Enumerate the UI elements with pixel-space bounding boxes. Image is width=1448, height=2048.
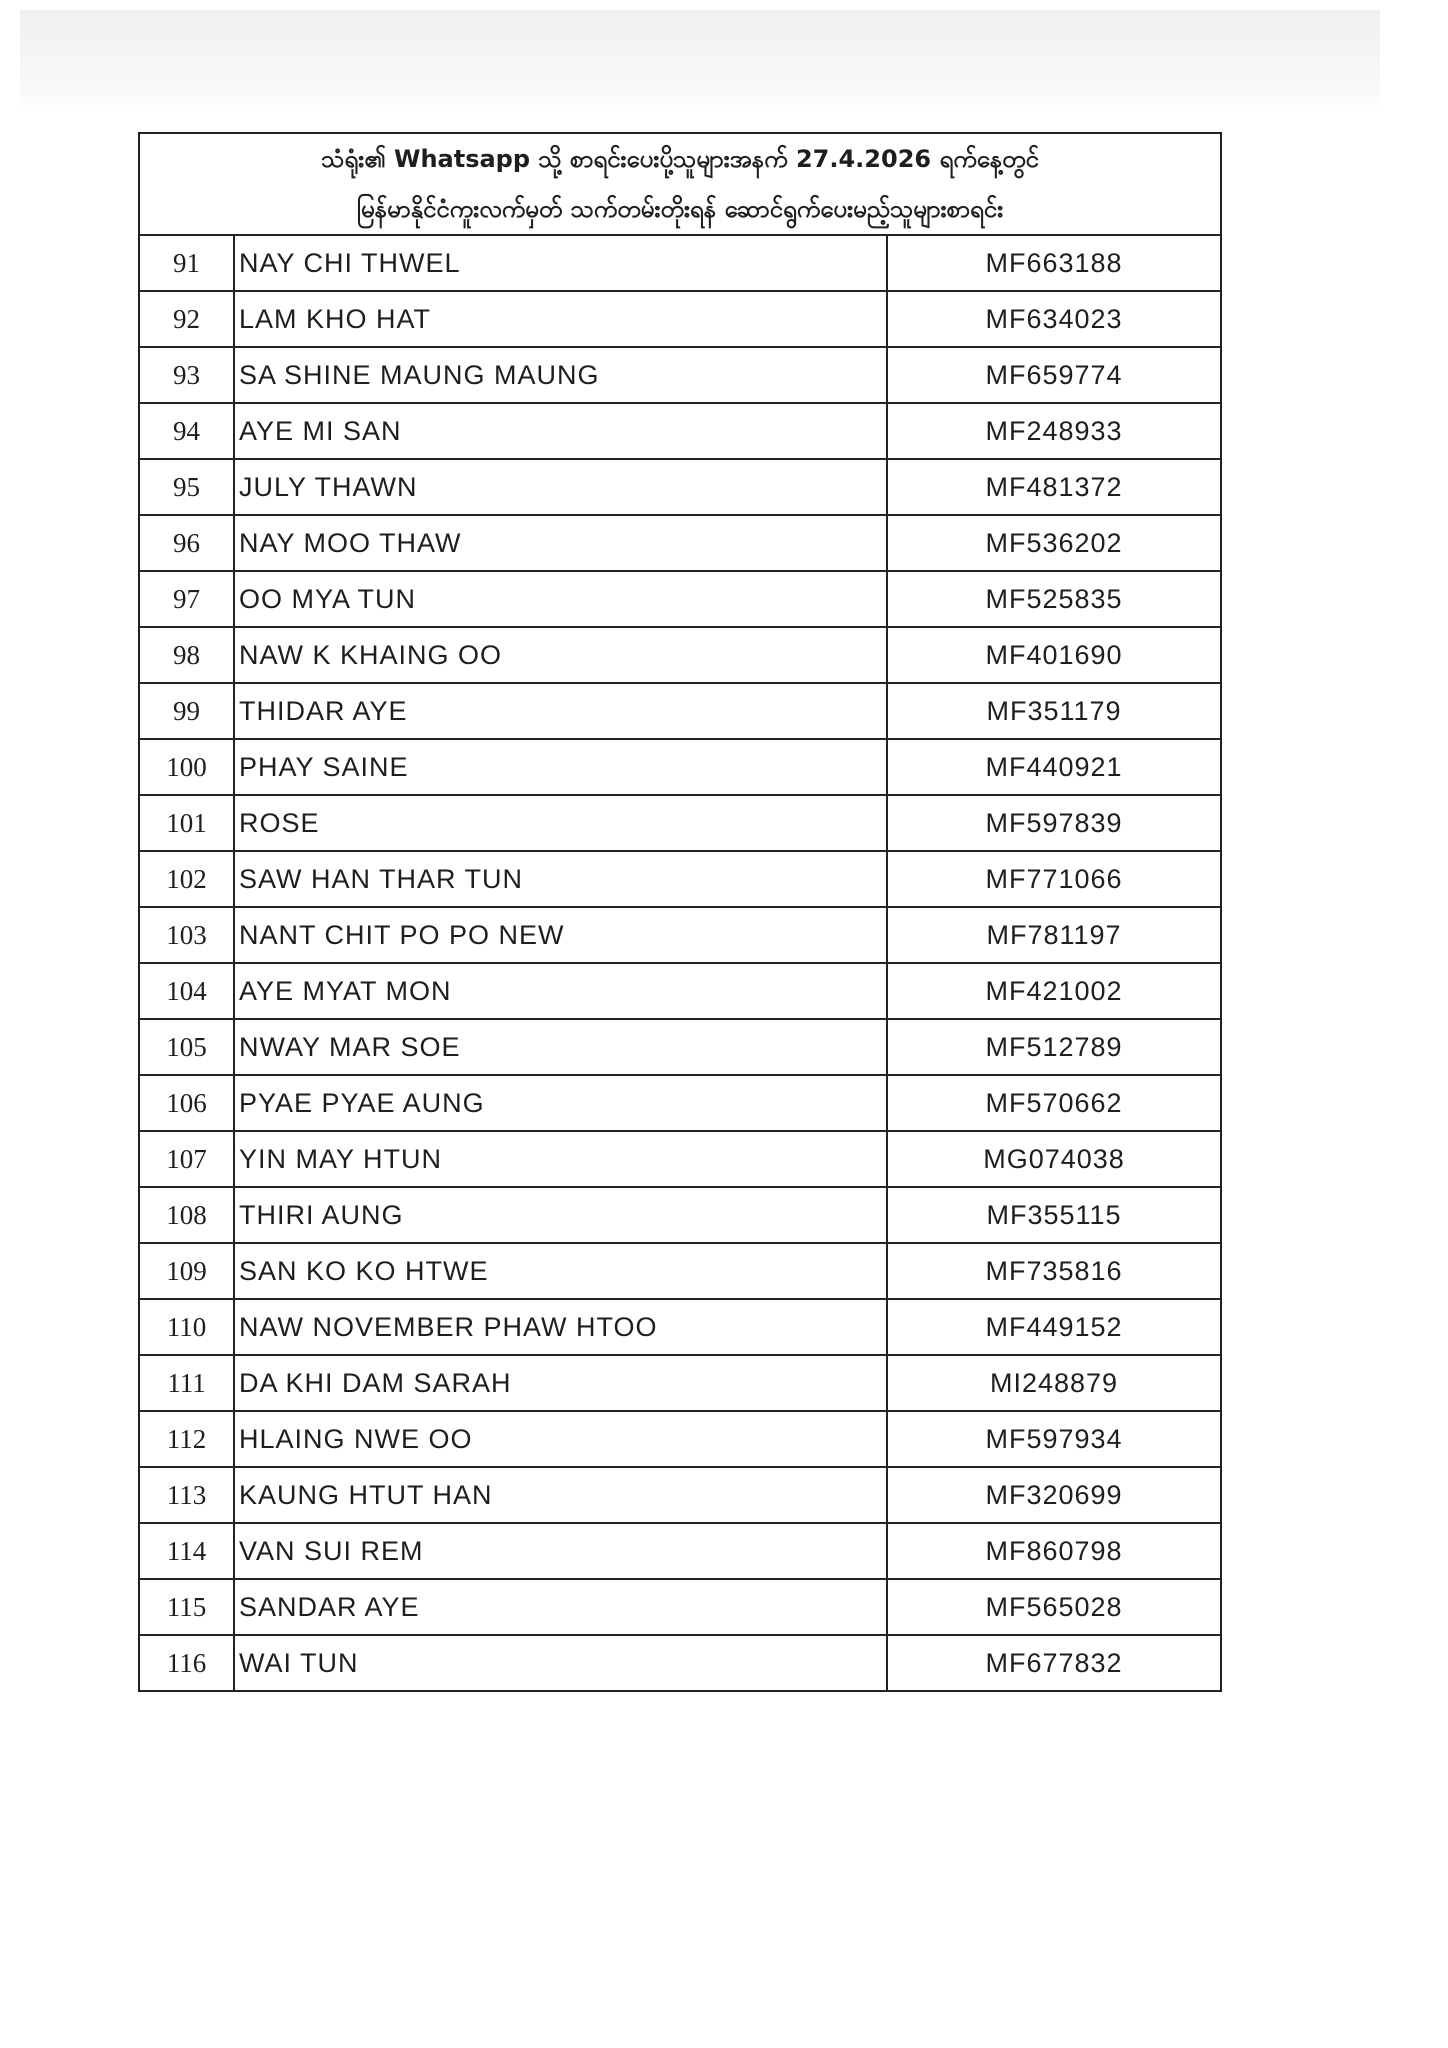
title-line-1: သံရုံး၏ Whatsapp သို့ စာရင်းပေးပို့သူများအနက် 27.4.2026 ရက်နေ့တွင် xyxy=(321,145,1039,173)
row-number: 108 xyxy=(139,1187,234,1243)
applicant-name: DA KHI DAM SARAH xyxy=(234,1355,887,1411)
passport-renewal-list-table xyxy=(138,132,1222,1692)
table-row xyxy=(139,403,1221,459)
table-row xyxy=(139,1299,1221,1355)
table-row xyxy=(139,291,1221,347)
passport-number: MF440921 xyxy=(887,739,1221,795)
table-row xyxy=(139,515,1221,571)
passport-number: MF355115 xyxy=(887,1187,1221,1243)
passport-number: MF570662 xyxy=(887,1075,1221,1131)
passport-number: MF536202 xyxy=(887,515,1221,571)
passport-number: MG074038 xyxy=(887,1131,1221,1187)
passport-number: MF421002 xyxy=(887,963,1221,1019)
applicant-name: PHAY SAINE xyxy=(234,739,887,795)
row-number: 97 xyxy=(139,571,234,627)
passport-number: MF771066 xyxy=(887,851,1221,907)
scan-artifact xyxy=(20,10,1380,105)
applicant-name: VAN SUI REM xyxy=(234,1523,887,1579)
table-row xyxy=(139,347,1221,403)
row-number: 109 xyxy=(139,1243,234,1299)
table-row xyxy=(139,851,1221,907)
title-row xyxy=(139,133,1221,235)
row-number: 115 xyxy=(139,1579,234,1635)
row-number: 103 xyxy=(139,907,234,963)
table-row xyxy=(139,235,1221,291)
applicant-name: YIN MAY HTUN xyxy=(234,1131,887,1187)
applicant-name: THIRI AUNG xyxy=(234,1187,887,1243)
applicant-name: THIDAR AYE xyxy=(234,683,887,739)
passport-number: MI248879 xyxy=(887,1355,1221,1411)
row-number: 112 xyxy=(139,1411,234,1467)
row-number: 102 xyxy=(139,851,234,907)
table-row xyxy=(139,1075,1221,1131)
row-number: 106 xyxy=(139,1075,234,1131)
passport-number: MF781197 xyxy=(887,907,1221,963)
passport-number: MF248933 xyxy=(887,403,1221,459)
applicant-name: NWAY MAR SOE xyxy=(234,1019,887,1075)
passport-number: MF401690 xyxy=(887,627,1221,683)
passport-number: MF597934 xyxy=(887,1411,1221,1467)
table-row xyxy=(139,1411,1221,1467)
passport-number: MF659774 xyxy=(887,347,1221,403)
table-row xyxy=(139,963,1221,1019)
row-number: 105 xyxy=(139,1019,234,1075)
row-number: 116 xyxy=(139,1635,234,1691)
table-body xyxy=(139,133,1221,1691)
row-number: 113 xyxy=(139,1467,234,1523)
row-number: 99 xyxy=(139,683,234,739)
table-row xyxy=(139,1355,1221,1411)
applicant-name: NANT CHIT PO PO NEW xyxy=(234,907,887,963)
table-row xyxy=(139,1635,1221,1691)
passport-number: MF735816 xyxy=(887,1243,1221,1299)
row-number: 114 xyxy=(139,1523,234,1579)
table-row xyxy=(139,907,1221,963)
table-row xyxy=(139,1467,1221,1523)
applicant-name: KAUNG HTUT HAN xyxy=(234,1467,887,1523)
table-row xyxy=(139,459,1221,515)
table-row xyxy=(139,683,1221,739)
row-number: 100 xyxy=(139,739,234,795)
applicant-name: NAW NOVEMBER PHAW HTOO xyxy=(234,1299,887,1355)
table-row xyxy=(139,1131,1221,1187)
passport-number: MF351179 xyxy=(887,683,1221,739)
row-number: 93 xyxy=(139,347,234,403)
table-row xyxy=(139,1243,1221,1299)
applicant-name: NAW K KHAING OO xyxy=(234,627,887,683)
applicant-name: SAW HAN THAR TUN xyxy=(234,851,887,907)
passport-number: MF597839 xyxy=(887,795,1221,851)
row-number: 92 xyxy=(139,291,234,347)
applicant-name: JULY THAWN xyxy=(234,459,887,515)
passport-number: MF565028 xyxy=(887,1579,1221,1635)
row-number: 94 xyxy=(139,403,234,459)
applicant-name: AYE MI SAN xyxy=(234,403,887,459)
passport-number: MF860798 xyxy=(887,1523,1221,1579)
applicant-name: SANDAR AYE xyxy=(234,1579,887,1635)
passport-number: MF634023 xyxy=(887,291,1221,347)
row-number: 111 xyxy=(139,1355,234,1411)
passport-number: MF481372 xyxy=(887,459,1221,515)
table-row xyxy=(139,1019,1221,1075)
row-number: 101 xyxy=(139,795,234,851)
passport-number: MF677832 xyxy=(887,1635,1221,1691)
applicant-name: HLAING NWE OO xyxy=(234,1411,887,1467)
applicant-name: SAN KO KO HTWE xyxy=(234,1243,887,1299)
passport-number: MF663188 xyxy=(887,235,1221,291)
applicant-name: SA SHINE MAUNG MAUNG xyxy=(234,347,887,403)
table-row xyxy=(139,795,1221,851)
row-number: 96 xyxy=(139,515,234,571)
table-row xyxy=(139,1579,1221,1635)
row-number: 104 xyxy=(139,963,234,1019)
title-line-2: မြန်မာနိုင်ငံကူးလက်မှတ် သက်တမ်းတိုးရန် ဆောင်ရွက်ပေးမည့်သူများစာရင်း xyxy=(356,195,1004,223)
table-row xyxy=(139,571,1221,627)
table-row xyxy=(139,1187,1221,1243)
passport-number: MF525835 xyxy=(887,571,1221,627)
applicant-name: ROSE xyxy=(234,795,887,851)
table-row xyxy=(139,627,1221,683)
passport-number: MF320699 xyxy=(887,1467,1221,1523)
applicant-name: AYE MYAT MON xyxy=(234,963,887,1019)
passport-number: MF449152 xyxy=(887,1299,1221,1355)
row-number: 98 xyxy=(139,627,234,683)
applicant-name: NAY CHI THWEL xyxy=(234,235,887,291)
applicant-name: LAM KHO HAT xyxy=(234,291,887,347)
table-row xyxy=(139,1523,1221,1579)
applicant-name: WAI TUN xyxy=(234,1635,887,1691)
row-number: 91 xyxy=(139,235,234,291)
applicant-name: OO MYA TUN xyxy=(234,571,887,627)
title-cell xyxy=(139,133,1221,235)
row-number: 107 xyxy=(139,1131,234,1187)
row-number: 110 xyxy=(139,1299,234,1355)
applicant-name: NAY MOO THAW xyxy=(234,515,887,571)
applicant-name: PYAE PYAE AUNG xyxy=(234,1075,887,1131)
table-row xyxy=(139,739,1221,795)
row-number: 95 xyxy=(139,459,234,515)
passport-number: MF512789 xyxy=(887,1019,1221,1075)
